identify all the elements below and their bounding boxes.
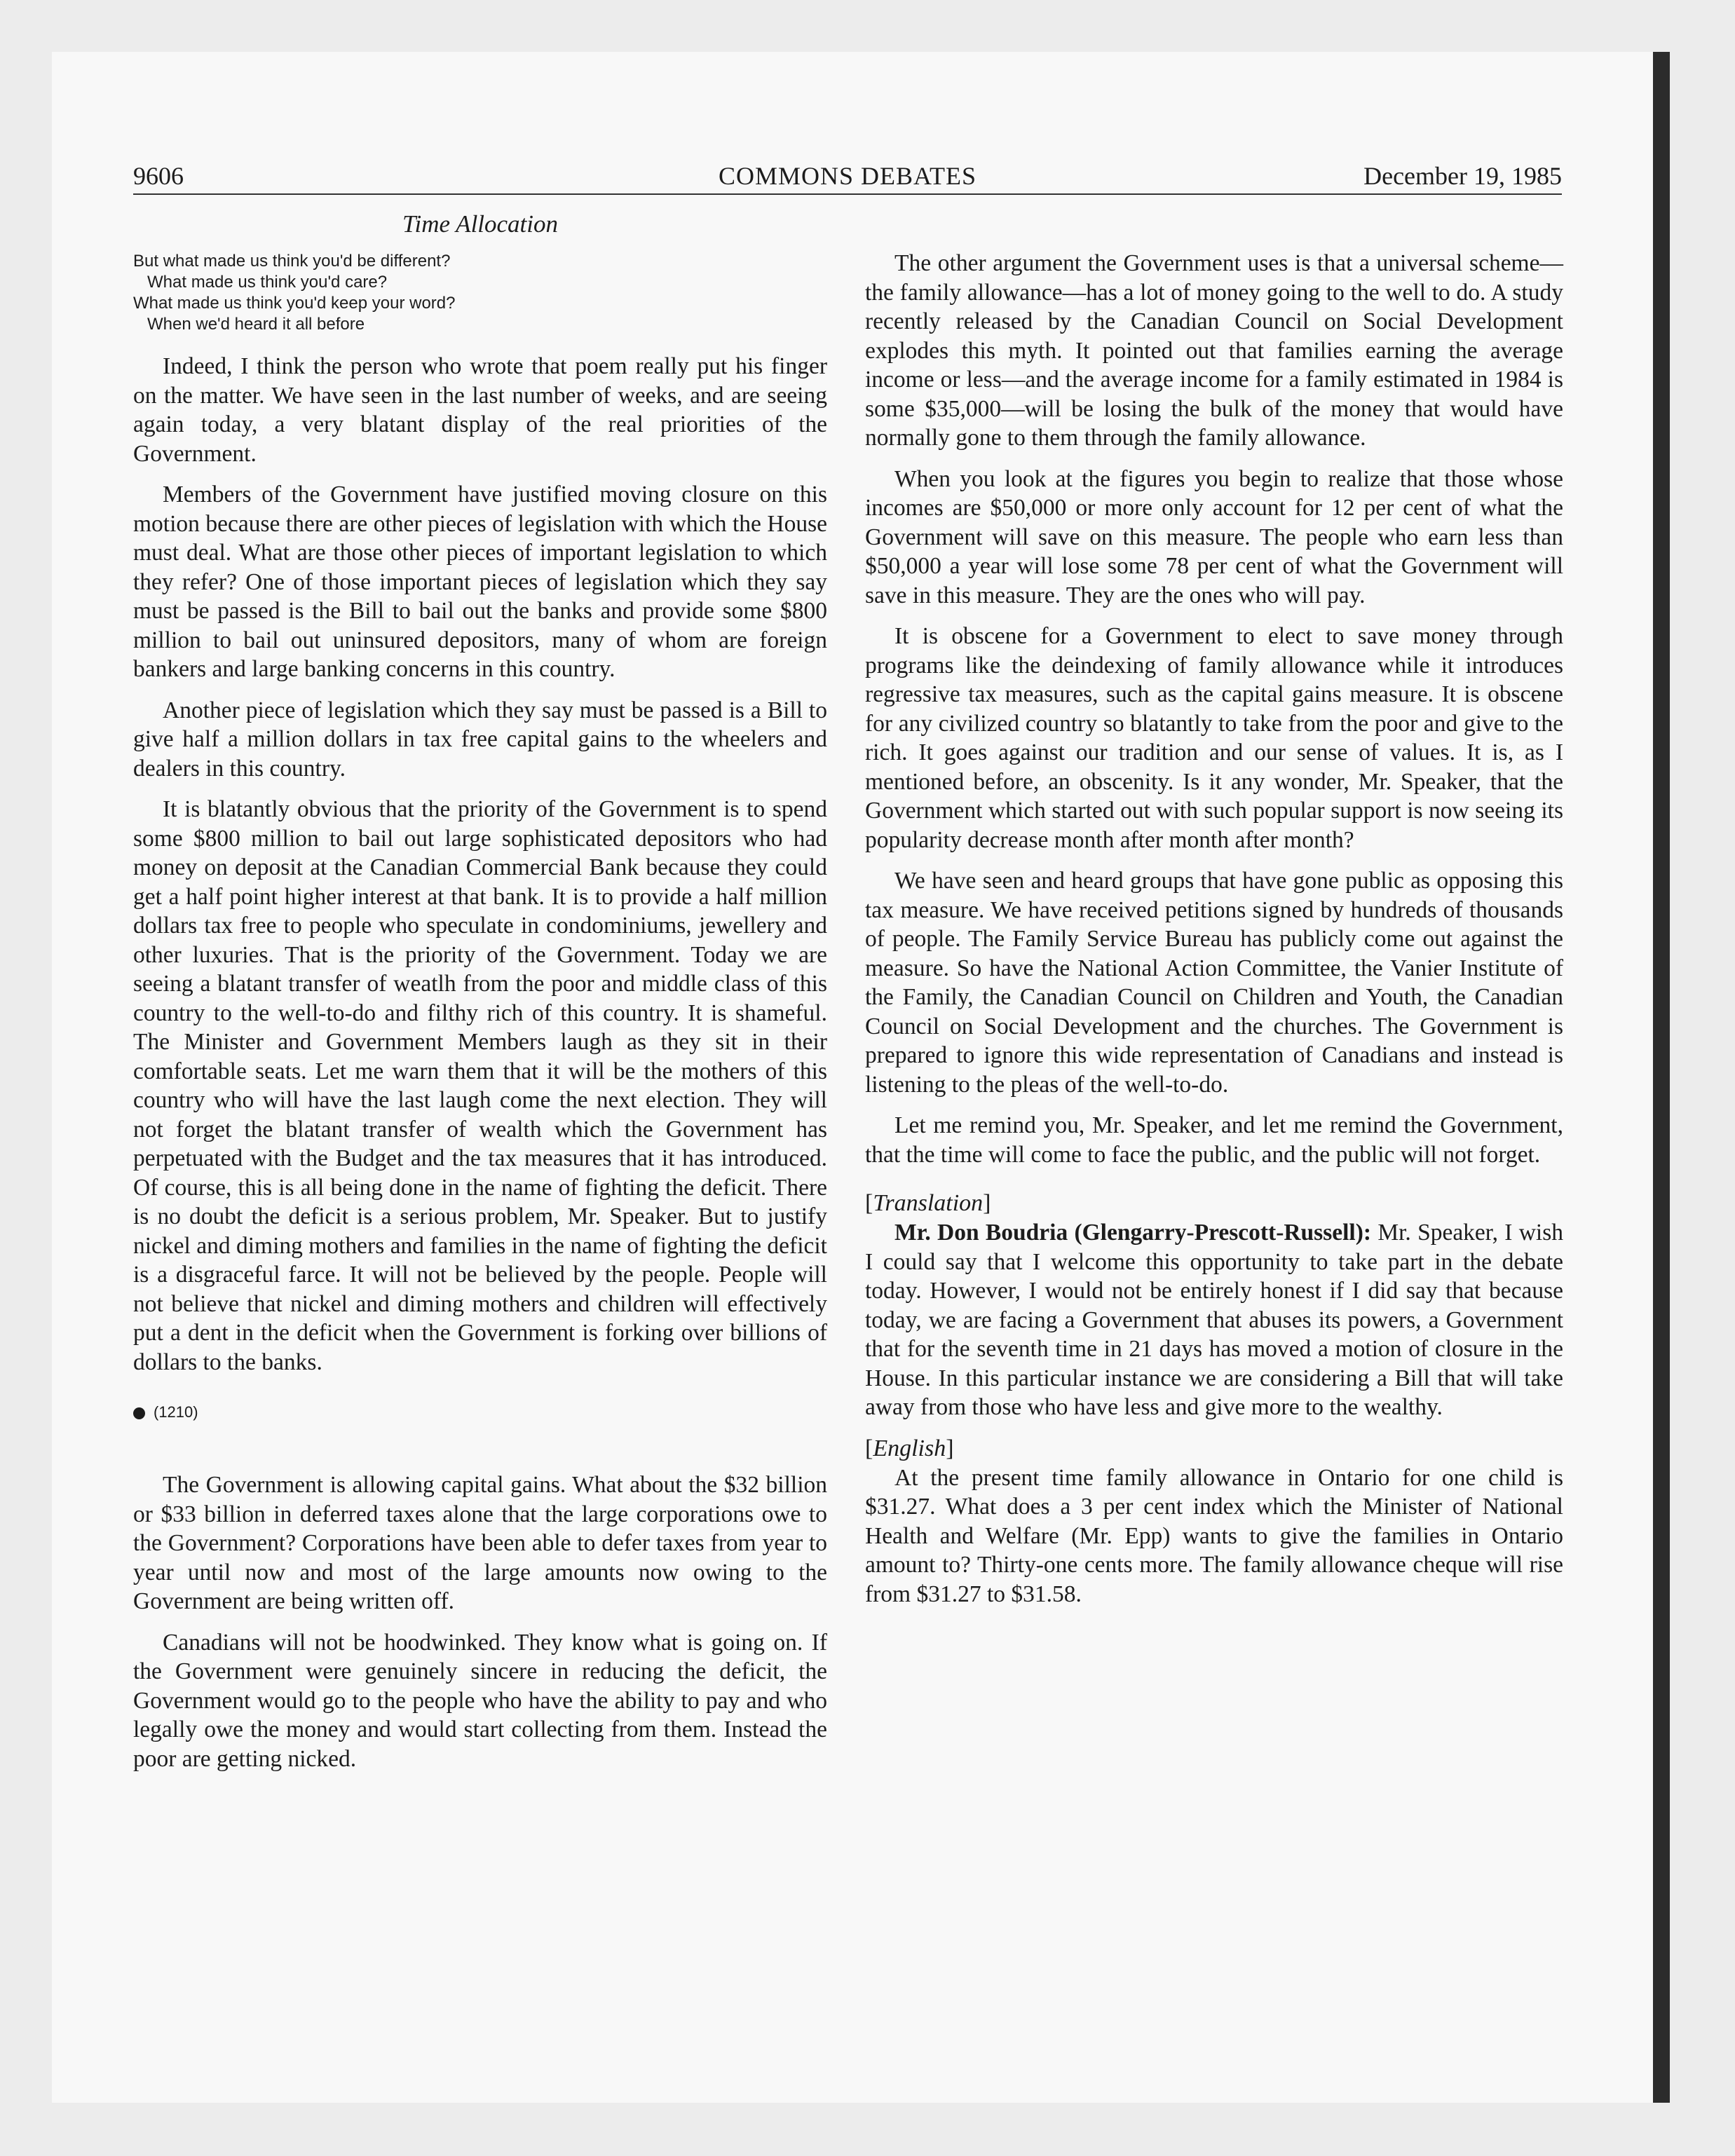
poem-line: When we'd heard it all before <box>133 315 365 334</box>
english-label-text: English <box>873 1435 946 1461</box>
paragraph: Indeed, I think the person who wrote that poem really put his finger on the matter. We have seen in the last number of weeks, and are seeing again today, a very blatant display of the real priorities of the Government. <box>133 353 827 467</box>
publication-title: COMMONS DEBATES <box>718 162 977 190</box>
paragraph: The Government is allowing capital gains. What about the $32 billion or $33 billion in deferred taxes alone that the large corporations owe to the Government? Corporations have been able to defer taxes from year to year until now and most of the large amounts now owing to the Government are being written off. <box>133 1472 827 1614</box>
translation-label: [Translation] <box>865 1190 991 1216</box>
paragraph: It is blatantly obvious that the priority of the Government is to spend some $800 million to bail out large sophisticated depositors who had money on deposit at the Canadian Commercial Bank because they could get a half point higher interest at that bank. It is to provide a half million dollars tax free to people who speculate in condominiums, jewellery and other luxuries. That is the priority of the Government. Today we are seeing a blatant transfer of weatlh from the poor and middle class of this country to the well-to-do and filthy rich of this country. It is shameful. The Minister and Government Members laugh as they sit in their comfortable seats. Let me warn them that it will be the mothers of this country who will have the last laugh come the next election. They will not forget the blatant transfer of wealth which the Government has perpetuated with the Budget and the tax measures that it has introduced. Of course, this is all being done in the name of fighting the deficit. There is no doubt the deficit is a serious problem, Mr. Speaker. But to justify nickel and diming mothers and families in the name of fighting the deficit is a disgraceful farce. It will not be believed by the people. People will not believe that nickel and diming mothers and children will effectively put a dent in the deficit when the Government is forking over billions of dollars to the banks. <box>133 796 827 1375</box>
speaker-name: Mr. Don Boudria (Glengarry-Prescott-Russell): <box>894 1220 1372 1246</box>
paragraph: Canadians will not be hoodwinked. They know what is going on. If the Government were genuinely sincere in reducing the deficit, the Government would go to the people who have the ability to pay and who legally owe the money and would start collecting from them. Instead the poor are getting nicked. <box>133 1629 827 1772</box>
paragraph: The other argument the Government uses is that a universal scheme—the family allowance—has a lot of money going to the well to do. A study recently released by the Canadian Council on Social Development explodes this myth. It pointed out that families earning the average income or less—and the average income for a family estimated in 1984 is some $35,000—will be losing the bulk of the money that would have normally gone to them through the family allowance. <box>865 250 1563 451</box>
paragraph: At the present time family allowance in Ontario for one child is $31.27. What does a 3 per cent index which the Minister of National Health and Welfare (Mr. Epp) wants to give the families in Ontario amount to? Thirty-one cents more. The family allowance cheque will rise from $31.27 to $31.58. <box>865 1464 1563 1607</box>
page-number: 9606 <box>133 162 184 190</box>
time-marker <box>133 1403 827 1421</box>
paragraph: We have seen and heard groups that have gone public as opposing this tax measure. We have received petitions signed by hundreds of thousands of people. The Family Service Bureau has publicly come out against the measure. So have the National Action Committee, the Vanier Institute of the Family, the Canadian Council on Children and Youth, the Canadian Council on Social Development and the churches. The Government is prepared to ignore this wide representation of Canadians and instead is listening to the pleas of the well-to-do. <box>865 868 1563 1098</box>
page-header <box>133 158 1562 193</box>
left-column <box>133 209 827 1785</box>
paragraph: It is obscene for a Government to elect to save money through programs like the deindexing of family allowance while it introduces regressive tax measures, such as the capital gains measure. It is obscene for any civilized country so blatantly to take from the poor and give to the rich. It goes against our tradition and our sense of values. It is, as I mentioned before, an obscenity. Is it any wonder, Mr. Speaker, that the Government which started out with such popular support is now seeing its popularity decrease month after month after month? <box>865 623 1563 853</box>
paragraph: Members of the Government have justified moving closure on this motion because there are other pieces of legislation with which the House must deal. What are those other pieces of important legislation to which they refer? One of those important pieces of legislation which they say must be passed is the Bill to bail out the banks and provide some $800 million to bail out uninsured depositors, many of whom are foreign bankers and large banking concerns in this country. <box>133 482 827 682</box>
paragraph: Another piece of legislation which they say must be passed is a Bill to give half a million dollars in tax free capital gains to the wheelers and dealers in this country. <box>133 697 827 782</box>
paragraph: Let me remind you, Mr. Speaker, and let me remind the Government, that the time will come to face the public, and the public will not forget. <box>865 1112 1563 1168</box>
translation-label-text: Translation <box>873 1190 984 1216</box>
poem-line: What made us think you'd keep your word? <box>133 294 456 313</box>
speaker-text: Mr. Speaker, I wish I could say that I welcome this opportunity to take part in the debate today. However, I would not be entirely honest if I did say that because today, we are facing a Government that abuses its powers, a Government that for the seventh time in 21 days has moved a motion of closure in the House. In this particular instance we are considering a Bill that will take away from those who have less and give more to the wealthy. <box>865 1220 1563 1420</box>
header-rule <box>133 193 1562 195</box>
speaker-paragraph <box>865 1218 1563 1422</box>
bullet-dot-icon <box>133 1407 145 1419</box>
scan-edge-bar <box>1653 52 1670 2103</box>
time-marker-text: (1210) <box>154 1403 198 1421</box>
poem-line: What made us think you'd care? <box>133 273 388 292</box>
running-head: Time Allocation <box>402 210 558 238</box>
right-column <box>865 249 1563 1621</box>
poem-line: But what made us think you'd be different? <box>133 252 451 271</box>
paragraph: When you look at the figures you begin to realize that those whose incomes are $50,000 or more only account for 12 per cent of what the Government will save on this measure. The people who earn less than $50,000 a year will lose some 78 per cent of what the Government will save in this measure. They are the ones who will pay. <box>865 465 1563 608</box>
header-date: December 19, 1985 <box>1363 162 1562 190</box>
poem-quote <box>133 251 827 335</box>
english-label: [English] <box>865 1435 954 1461</box>
